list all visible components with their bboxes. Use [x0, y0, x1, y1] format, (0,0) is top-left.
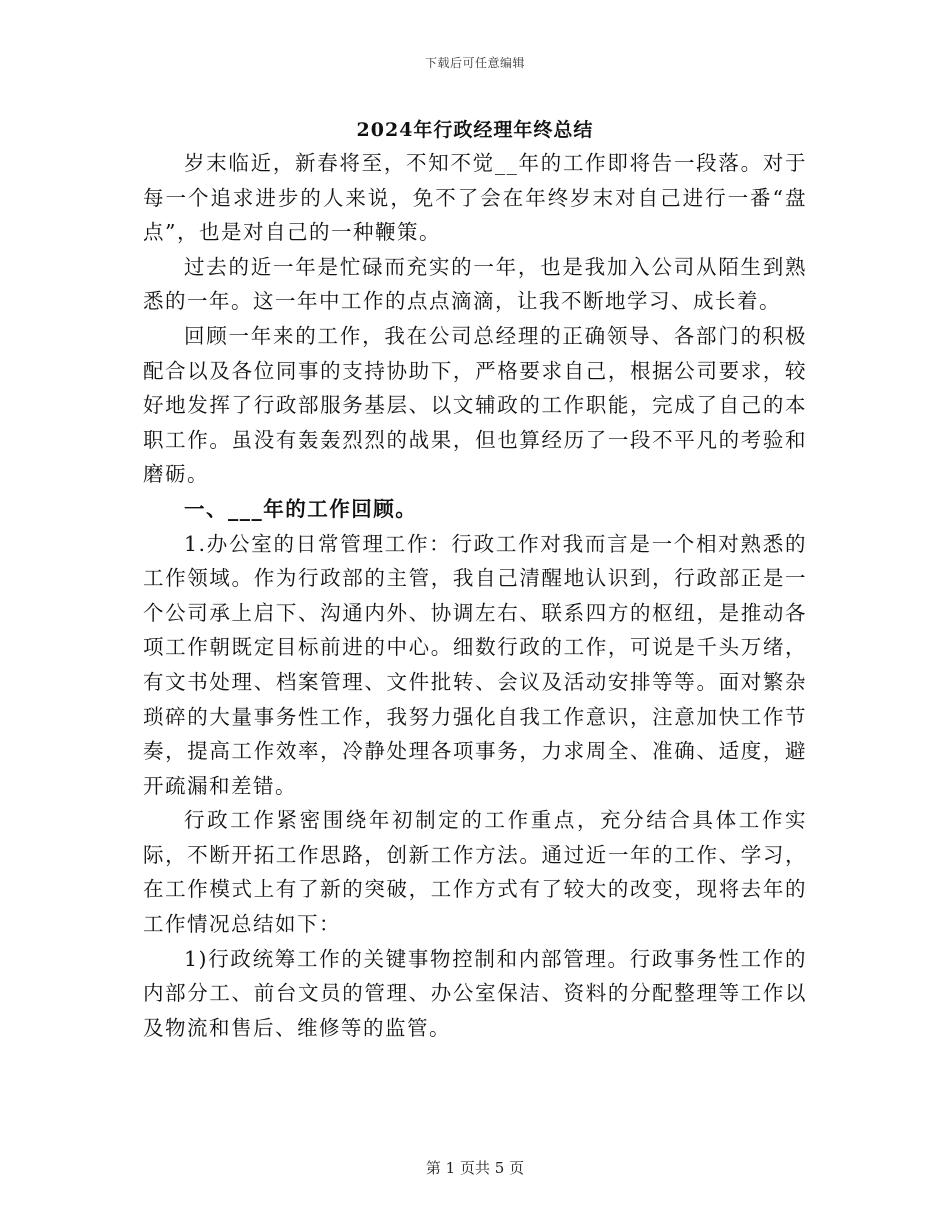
- paragraph-work-focus: 行政工作紧密围绕年初制定的工作重点，充分结合具体工作实际，不断开拓工作思路，创新工作方法。通过近一年的工作、学习，在工作模式上有了新的突破，工作方式有了较大的改变，现将去年的工作情况总结如下：: [143, 808, 807, 937]
- paragraph-overview: 回顾一年来的工作，我在公司总经理的正确领导、各部门的积极配合以及各位同事的支持协助下，严格要求自己，根据公司要求，较好地发挥了行政部服务基层、以文辅政的工作职能，完成了自己的本职工作。虽没有轰轰烈烈的战果，但也算经历了一段不平凡的考验和磨砺。: [143, 323, 807, 487]
- document-title: 2024年行政经理年终总结: [356, 119, 594, 141]
- paragraph-office-management: 1.办公室的日常管理工作：行政工作对我而言是一个相对熟悉的工作领域。作为行政部的主管，我自己清醒地认识到，行政部正是一个公司承上启下、沟通内外、协调左右、联系四方的枢纽，是推动各项工作朝既定目标前进的中心。细数行政的工作，可说是千头万绪，有文书处理、档案管理、文件批转、会议及活动安排等等。面对繁杂琐碎的大量事务性工作，我努力强化自我工作意识，注意加快工作节奏，提高工作效率，冷静处理各项事务，力求周全、准确、适度，避开疏漏和差错。: [143, 531, 807, 798]
- section-heading-work-review: 一、___年的工作回顾。: [184, 496, 418, 521]
- paragraph-item-1: 1)行政统筹工作的关键事物控制和内部管理。行政事务性工作的内部分工、前台文员的管理、办公室保洁、资料的分配整理等工作以及物流和售后、维修等的监管。: [143, 946, 807, 1040]
- page-number: 第 1 页共 5 页: [425, 1159, 525, 1177]
- paragraph-intro: 岁末临近，新春将至，不知不觉__年的工作即将告一段落。对于每一个追求进步的人来说，免不了会在年终岁末对自己进行一番“盘点”，也是对自己的一种鞭策。: [143, 151, 807, 245]
- document-body: [143, 146, 807, 1045]
- paragraph-review-year: 过去的近一年是忙碌而充实的一年，也是我加入公司从陌生到熟悉的一年。这一年中工作的点点滴滴，让我不断地学习、成长着。: [143, 254, 807, 314]
- header-note: 下载后可任意编辑: [424, 56, 525, 70]
